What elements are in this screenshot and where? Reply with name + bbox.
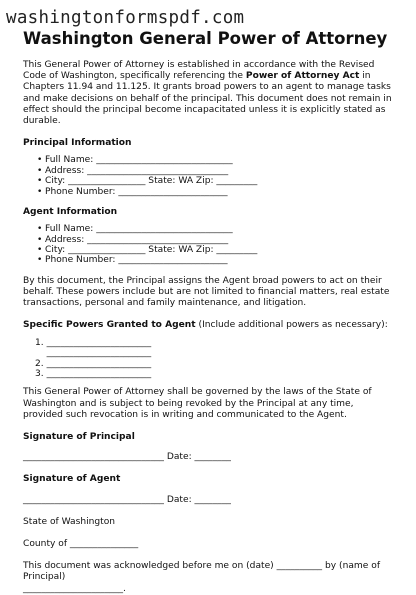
principal-full-name-field: • Full Name: ______________________________ bbox=[37, 155, 395, 165]
county-line: County of _______________ bbox=[23, 538, 139, 549]
specific-powers-list bbox=[23, 338, 395, 380]
principal-fields bbox=[23, 155, 395, 197]
acknowledgment-line-continued: ______________________. bbox=[23, 583, 126, 594]
specific-powers-heading bbox=[23, 320, 395, 331]
principal-heading: Principal Information bbox=[23, 138, 132, 149]
intro-text-start: This General Power of Attorney is established in accordance with the Revised Code of Washington, specifically referencing the bbox=[23, 60, 375, 82]
governing-law-paragraph: This General Power of Attorney shall be governed by the laws of the State of Washington and is subject to being revoked by the Principal at any time, provided such revocation is in writing and communicated to the Agent. bbox=[23, 387, 372, 420]
document-body bbox=[23, 60, 395, 595]
agent-phone-field: • Phone Number: ________________________ bbox=[37, 255, 395, 265]
agent-heading: Agent Information bbox=[23, 207, 118, 218]
specific-powers-title: Specific Powers Granted to Agent bbox=[23, 320, 196, 331]
specific-power-item-1-continued: _______________________ bbox=[35, 348, 152, 359]
agent-full-name-field: • Full Name: ______________________________ bbox=[37, 224, 395, 234]
principal-signature-heading: Signature of Principal bbox=[23, 431, 135, 442]
specific-power-item-2: 2. _______________________ bbox=[35, 358, 152, 369]
principal-address-field: • Address: _______________________________ bbox=[37, 166, 395, 176]
principal-signature-block bbox=[23, 432, 395, 463]
specific-powers-note: (Include additional powers as necessary): bbox=[195, 320, 388, 331]
principal-phone-field: • Phone Number: ________________________ bbox=[37, 187, 395, 197]
watermark: washingtonformspdf.com bbox=[6, 8, 245, 28]
specific-power-item-3: 3. _______________________ bbox=[35, 368, 152, 379]
acknowledgment-line: This document was acknowledged before me on (date) __________ by (name of Principal) bbox=[23, 561, 381, 583]
agent-signature-line: _______________________________ Date: ________ bbox=[23, 494, 231, 505]
intro-text-end: in Chapters 11.94 and 11.125. It grants broad powers to an agent to manage tasks and make decisions on behalf of the principal. This document does not remain in effect should the principal become incapacitated unless it is explicitly stated as durable. bbox=[23, 71, 392, 127]
agent-fields bbox=[23, 224, 395, 266]
principal-city-field: • City: _________________ State: WA Zip: _________ bbox=[37, 176, 395, 186]
agent-city-field: • City: _________________ State: WA Zip: _________ bbox=[37, 245, 395, 255]
state-line: State of Washington bbox=[23, 516, 116, 527]
principal-signature-line: _______________________________ Date: ________ bbox=[23, 452, 231, 463]
page-title: Washington General Power of Attorney bbox=[23, 29, 388, 48]
agent-signature-heading: Signature of Agent bbox=[23, 474, 121, 485]
intro-act-name: Power of Attorney Act bbox=[245, 71, 360, 82]
agent-signature-block bbox=[23, 474, 395, 505]
powers-paragraph: By this document, the Principal assigns the Agent broad powers to act on their behalf. These powers include but are not limited to financial matters, real estate transactions, personal and family maintenance, and litigation. bbox=[23, 275, 390, 309]
intro-paragraph bbox=[23, 60, 395, 127]
agent-address-field: • Address: _______________________________ bbox=[37, 235, 395, 245]
specific-power-item-1: 1. _______________________ bbox=[35, 337, 152, 348]
